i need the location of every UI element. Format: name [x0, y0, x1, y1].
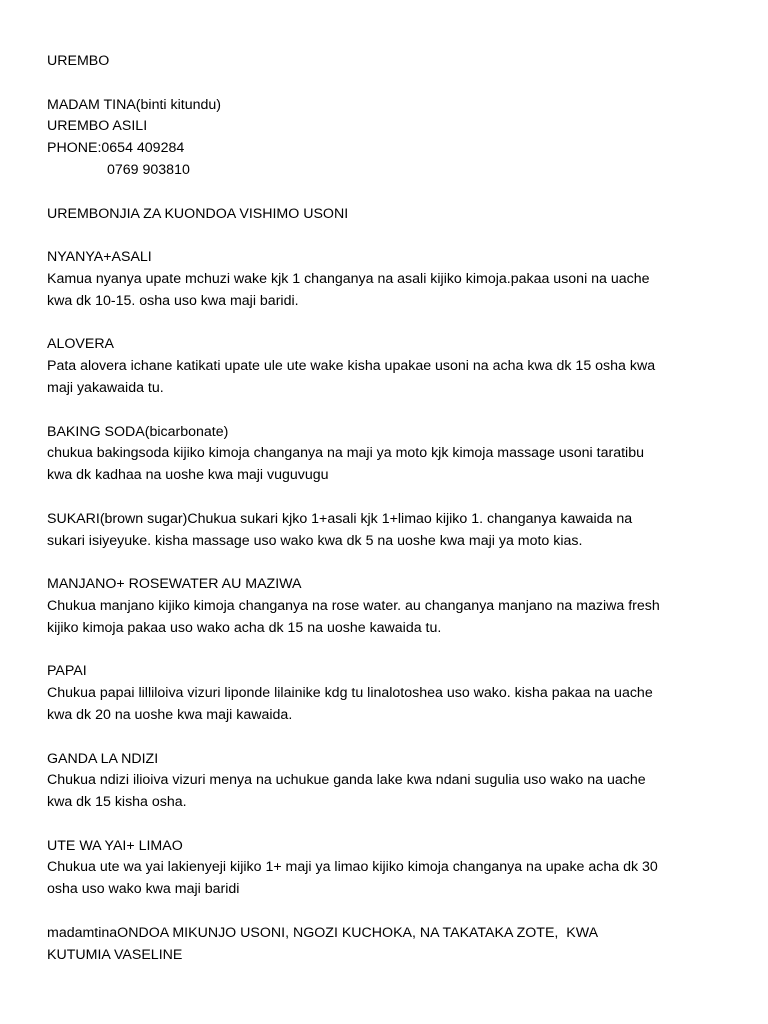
spacer — [47, 727, 737, 749]
spacer — [47, 552, 737, 574]
recipe-text-line: Pata alovera ichane katikati upate ule ute wake kisha upakae usoni na acha kwa dk 15 osha kwa — [47, 358, 656, 375]
recipe-title: ALOVERA — [47, 336, 115, 353]
recipe-title: MANJANO+ ROSEWATER AU MAZIWA — [47, 576, 302, 593]
document-title: UREMBO — [47, 53, 110, 69]
recipe-ganda-la-ndizi — [47, 749, 737, 814]
contact-name: MADAM TINA(binti kitundu) — [47, 96, 221, 113]
spacer — [47, 313, 737, 335]
spacer — [47, 225, 737, 247]
brand-name: UREMBO ASILI — [47, 118, 148, 135]
recipe-text-line: kwa dk 20 na uoshe kwa maji kawaida. — [47, 706, 293, 723]
recipe-text-line: osha uso wako kwa maji baridi — [47, 881, 240, 898]
recipe-text-line: Chukua manjano kijiko kimoja changanya na rose water. au changanya manjano na maziwa fresh — [47, 597, 660, 614]
recipe-title: BAKING SODA(bicarbonate) — [47, 423, 229, 440]
recipe-text-line: kwa dk kadhaa na uoshe kwa maji vuguvugu — [47, 467, 329, 484]
spacer — [47, 73, 737, 95]
recipe-text-line: Chukua ndizi ilioiva vizuri menya na uchukue ganda lake kwa ndani sugulia uso wako na uache — [47, 772, 646, 789]
recipe-text-line: kijiko kimoja pakaa uso wako acha dk 15 na uoshe kawaida tu. — [47, 619, 442, 636]
recipe-title: NYANYA+ASALI — [47, 249, 152, 266]
recipe-title: PAPAI — [47, 663, 87, 680]
phone-primary: PHONE:0654 409284 — [47, 140, 185, 157]
recipe-text-line: Kamua nyanya upate mchuzi wake kjk 1 changanya na asali kijiko kimoja.pakaa usoni na uache — [47, 270, 650, 287]
recipe-baking-soda — [47, 422, 737, 487]
spacer — [47, 182, 737, 204]
recipe-ute-wa-yai — [47, 836, 737, 901]
recipe-text-line: maji yakawaida tu. — [47, 379, 164, 396]
recipe-alovera — [47, 334, 737, 399]
spacer — [47, 487, 737, 509]
spacer — [47, 814, 737, 836]
recipe-title: GANDA LA NDIZI — [47, 750, 159, 767]
recipe-text-line: kwa dk 15 kisha osha. — [47, 794, 187, 811]
recipe-manjano — [47, 574, 737, 639]
recipe-title: UTE WA YAI+ LIMAO — [47, 837, 183, 854]
recipe-papai — [47, 661, 737, 726]
recipe-text-line: Chukua ute wa yai lakienyeji kijiko 1+ maji ya limao kijiko kimoja changanya na upake acha dk 30 — [47, 859, 658, 876]
recipe-sukari — [47, 509, 737, 553]
recipe-nyanya-asali — [47, 247, 737, 312]
spacer — [47, 400, 737, 422]
spacer — [47, 640, 737, 662]
recipe-text-line: kwa dk 10-15. osha uso kwa maji baridi. — [47, 292, 299, 309]
recipe-text-line: Chukua papai lilliloiva vizuri liponde lilainike kdg tu linalotoshea uso wako. kisha pakaa na uache — [47, 685, 653, 702]
document-page — [47, 51, 737, 966]
phone-secondary: 0769 903810 — [107, 161, 190, 178]
section-title: UREMBONJIA ZA KUONDOA VISHIMO USONI — [47, 205, 349, 222]
recipe-text-line: SUKARI(brown sugar)Chukua sukari kjko 1+asali kjk 1+limao kijiko 1. changanya kawaida na — [47, 510, 633, 527]
footer-line: madamtinaONDOA MIKUNJO USONI, NGOZI KUCHOKA, NA TAKATAKA ZOTE, KWA — [47, 924, 599, 941]
spacer — [47, 901, 737, 923]
recipe-text-line: chukua bakingsoda kijiko kimoja changanya na maji ya moto kjk kimoja massage usoni taratibu — [47, 445, 644, 462]
footer-note — [47, 923, 737, 967]
footer-line: KUTUMIA VASELINE — [47, 946, 183, 963]
recipe-text-line: sukari isiyeyuke. kisha massage uso wako kwa dk 5 na uoshe kwa maji ya moto kias. — [47, 532, 583, 549]
